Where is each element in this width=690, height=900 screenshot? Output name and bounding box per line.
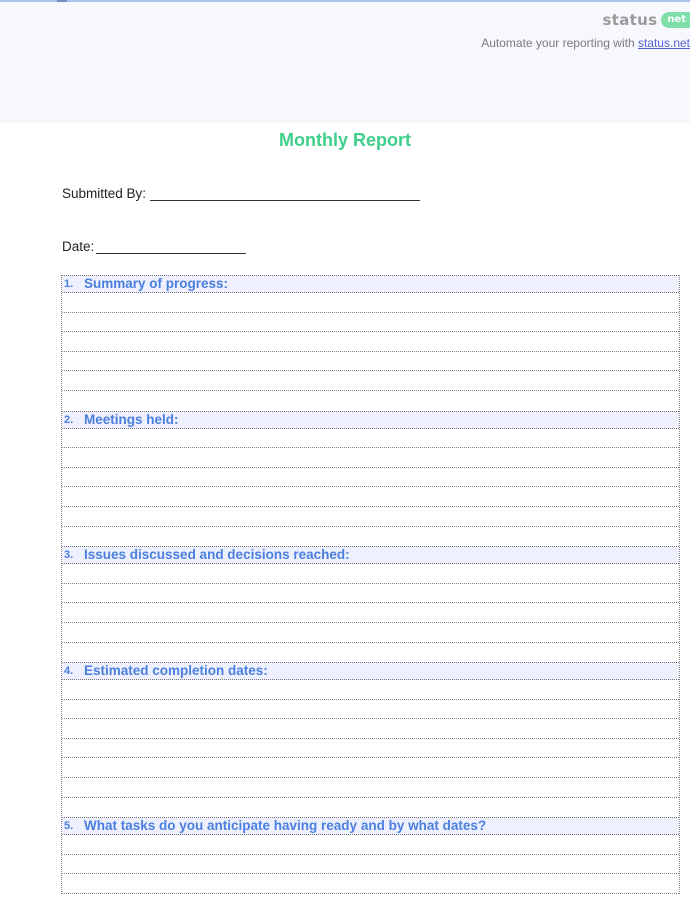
section-header: [62, 546, 679, 564]
report-form-table: [61, 275, 680, 894]
section-header: [62, 817, 679, 835]
section-number: 1.: [64, 278, 74, 290]
date-label: Date:: [62, 239, 95, 254]
answer-row[interactable]: [62, 855, 679, 875]
section-1: [62, 275, 679, 411]
answer-row[interactable]: [62, 429, 679, 449]
date-input[interactable]: [96, 240, 246, 254]
top-border: [0, 0, 690, 2]
answer-row[interactable]: [62, 623, 679, 643]
page-title: Monthly Report: [279, 130, 411, 150]
brand-pill: net: [661, 12, 690, 28]
answer-row[interactable]: [62, 371, 679, 391]
section-number: 5.: [64, 820, 74, 833]
answer-row[interactable]: [62, 778, 679, 798]
section-number: 2.: [64, 413, 74, 426]
answer-row[interactable]: [62, 643, 679, 663]
section-label: Issues discussed and decisions reached:: [84, 547, 350, 563]
scroll-indicator: [57, 0, 67, 2]
brand-logo[interactable]: [603, 11, 690, 29]
submitted-by-label: Submitted By:: [62, 186, 147, 201]
answer-row[interactable]: [62, 293, 679, 313]
section-header: [62, 662, 679, 680]
answer-row[interactable]: [62, 448, 679, 468]
tagline-text: Automate your reporting with: [481, 36, 638, 50]
banner: [0, 0, 690, 123]
section-label: Summary of progress:: [84, 276, 229, 291]
answer-row[interactable]: [62, 391, 679, 411]
answer-row[interactable]: [62, 603, 679, 623]
answer-row[interactable]: [62, 874, 679, 894]
answer-row[interactable]: [62, 332, 679, 352]
section-label: Meetings held:: [84, 411, 179, 427]
section-number: 4.: [64, 665, 74, 678]
answer-row[interactable]: [62, 798, 679, 818]
section-number: 3.: [64, 549, 74, 562]
submitted-by-field: [62, 186, 420, 201]
answer-row[interactable]: [62, 468, 679, 488]
section-3: [62, 546, 679, 662]
answer-row[interactable]: [62, 352, 679, 372]
answer-row[interactable]: [62, 507, 679, 527]
section-2: [62, 411, 679, 547]
answer-row[interactable]: [62, 835, 679, 855]
section-label: Estimated completion dates:: [84, 663, 268, 679]
answer-row[interactable]: [62, 313, 679, 333]
section-4: [62, 662, 679, 817]
brand-word: status: [602, 11, 658, 29]
answer-row[interactable]: [62, 527, 679, 547]
answer-row[interactable]: [62, 739, 679, 759]
answer-row[interactable]: [62, 487, 679, 507]
answer-row[interactable]: [62, 758, 679, 778]
section-header: [62, 275, 679, 293]
tagline-link[interactable]: status.net: [637, 36, 690, 50]
section-header: [62, 411, 679, 429]
section-5: [62, 817, 679, 894]
answer-row[interactable]: [62, 584, 679, 604]
tagline: [481, 36, 690, 50]
section-label: What tasks do you anticipate having ready and by what dates?: [84, 818, 487, 834]
answer-row[interactable]: [62, 564, 679, 584]
date-field: [62, 239, 246, 254]
answer-row[interactable]: [62, 719, 679, 739]
submitted-by-input[interactable]: [150, 187, 420, 201]
answer-row[interactable]: [62, 680, 679, 700]
answer-row[interactable]: [62, 700, 679, 720]
